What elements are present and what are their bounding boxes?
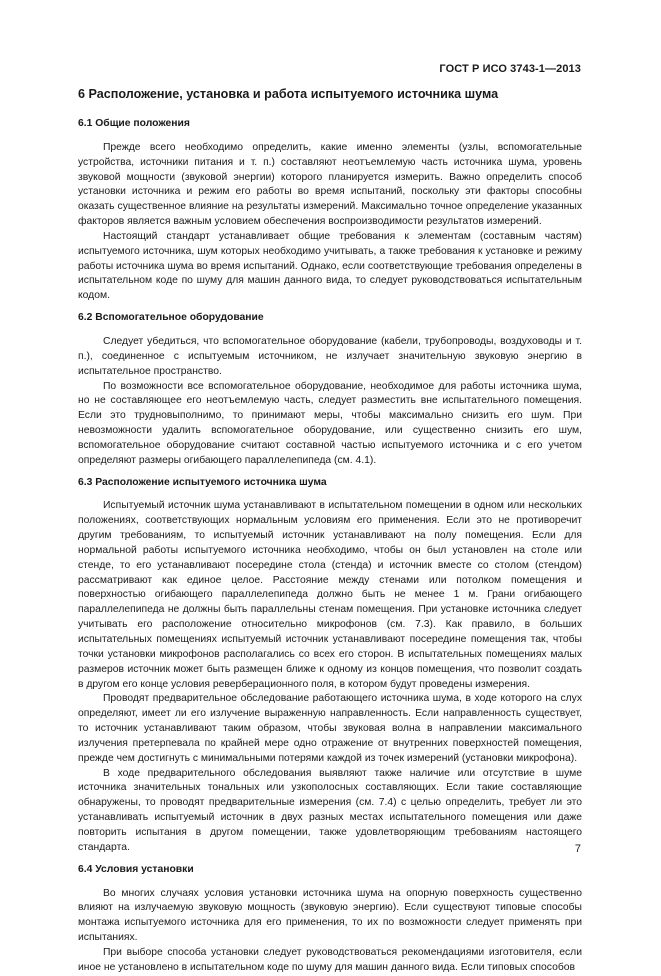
page-content <box>78 86 582 976</box>
document-code: ГОСТ Р ИСО 3743-1—2013 <box>439 63 581 75</box>
subsection-heading-6-4: 6.4 Условия установки <box>78 863 194 875</box>
paragraph: Следует убедиться, что вспомогательное оборудование (кабели, трубопроводы, воздуховоды и т. п.), соединенное с испытуемым источником, не излучает значительную звуковую энергию в испытательное пространство. <box>78 335 582 377</box>
paragraph: Настоящий стандарт устанавливает общие требования к элементам (составным частям) испытуемого источника, шум которых необходимо учитывать, а также требования к установке и режиму работы источника шума во время испытаний. Однако, если соответствующие требования определены в испытательном коде по шуму для машин данного вида, то следует руководствоваться испытательным кодом. <box>78 230 582 302</box>
subsection-heading-6-3: 6.3 Расположение испытуемого источника шума <box>78 476 327 488</box>
paragraph: Прежде всего необходимо определить, какие именно элементы (узлы, вспомогательные устройства, источники питания и т. п.) составляют неотъемлемую часть источника шума, уровень звуковой мощности (звуковой энергии) которого планируется измерить. Важно определить способ установки источника и режим его работы во время испытаний, поскольку эти факторы способны оказать существенное влияние на результаты измерений. Максимально точное определение указанных факторов является важным условием обеспечения воспроизводимости результатов измерений. <box>78 141 582 228</box>
page-number: 7 <box>574 843 581 855</box>
section-heading: 6 Расположение, установка и работа испытуемого источника шума <box>78 87 499 101</box>
subsection-heading-6-2: 6.2 Вспомогательное оборудование <box>78 312 264 324</box>
subsection-heading-6-1: 6.1 Общие положения <box>78 118 190 129</box>
paragraph: Испытуемый источник шума устанавливают в испытательном помещении в одном или нескольких положениях, соответствующих нормальным условиям его применения. Если это не противоречит другим требованиям, то испытуемый источник устанавливают на полу помещения. Если для нормальной работы испытуемого источника необходимо, чтобы он был установлен на столе или стенде, то его устанавливают посередине стола (стенда) и источник вместе со столом (стендом) рассматривают как единое целое. Расстояние между стенами или потолком помещения и поверхностью огибающего параллелепипеда должно быть не менее 1 м. Грани огибающего параллелепипеда не должны быть параллельны стенам помещения. При установке источника следует учитывать его расположение относительно микрофонов (см. 7.3). Как правило, в больших испытательных помещениях испытуемый источник устанавливают посередине помещения так, чтобы точки установки микрофонов располагались со всех его сторон. В испытательных помещениях малых размеров источник может быть размещен ближе к одному из концов помещения, что позволит создать в другом его конце условия реверберационного поля, в котором будут проведены измерения. <box>78 500 582 690</box>
paragraph: Проводят предварительное обследование работающего источника шума, в ходе которого на слух определяют, имеет ли его излучение выраженную направленность. Если направленность существует, то источник устанавливают таким образом, чтобы звуковая волна в направлении максимального излучения претерпевала по крайней мере одно отражение от внутренних поверхностей помещения, прежде чем достигнуть с минимальными потерями каждой из точек измерений (установки микрофона). <box>78 693 582 764</box>
paragraph: По возможности все вспомогательное оборудование, необходимое для работы источника шума, но не составляющее его неотъемлемую часть, следует разместить вне испытательного помещения. Если это трудновыполнимо, то принимают меры, чтобы максимально снизить его шум. При невозможности удалить вспомогательное оборудование, или существенно снизить его шум, вспомогательное оборудование считают составной частью испытуемого источника и с его учетом определяют размеры огибающего параллелепипеда (см. 4.1). <box>78 380 582 466</box>
paragraph: При выборе способа установки следует руководствоваться рекомендациями изготовителя, если иное не установлено в испытательном коде по шуму для машин данного вида. Если типовых способов <box>78 946 582 973</box>
paragraph: Во многих случаях условия установки источника шума на опорную поверхность существенно влияют на излучаемую звуковую мощность (звуковую энергию). Если существуют типовые способы монтажа испытуемого источника для его применения, то их по возможности следует применять при испытаниях. <box>78 887 582 944</box>
paragraph: В ходе предварительного обследования выявляют также наличие или отсутствие в шуме источника значительных тональных или узкополосных составляющих. Если такие составляющие обнаружены, то проводят предварительные измерения (см. 7.4) с целью определить, требует ли это устанавливать испытуемый источник в двух разных местах испытательного помещения или даже повторить испытания в другом помещении, также удовлетворяющим требованиям настоящего стандарта. <box>78 767 582 853</box>
